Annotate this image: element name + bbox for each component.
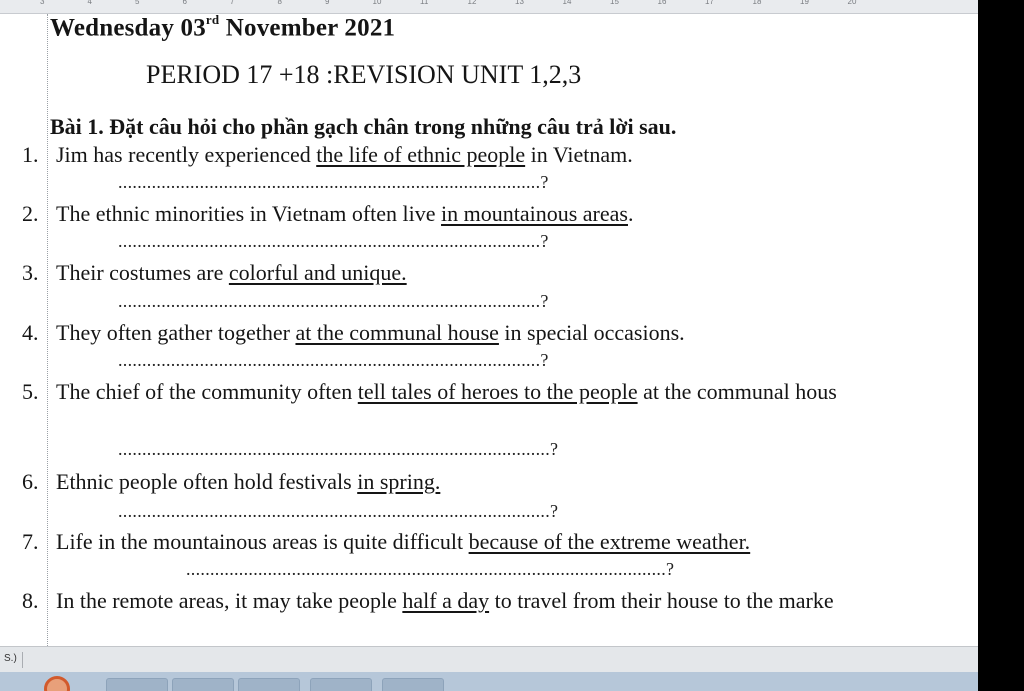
question-item xyxy=(22,260,978,286)
item-text-before: The ethnic minorities in Vietnam often live xyxy=(56,201,442,226)
answer-line[interactable]: ........................................................................................? xyxy=(118,231,549,251)
date-heading xyxy=(50,14,395,42)
ruler-number: 12 xyxy=(467,0,477,6)
item-text-after: in special occasions. xyxy=(498,320,685,345)
ruler-number: 10 xyxy=(372,0,382,6)
ruler-number: 16 xyxy=(657,0,667,6)
question-item xyxy=(22,469,978,495)
item-text-after: in Vietnam. xyxy=(525,142,633,167)
ruler-number: 8 xyxy=(277,0,282,6)
period-title: PERIOD 17 +18 :REVISION UNIT 1,2,3 xyxy=(146,60,582,89)
answer-line[interactable]: ..........................................................................................? xyxy=(118,439,559,459)
ruler-number: 17 xyxy=(705,0,714,6)
item-underlined: the life of ethnic people xyxy=(316,142,526,167)
taskbar-app-button[interactable] xyxy=(238,678,300,691)
answer-line[interactable]: ........................................................................................? xyxy=(118,350,549,370)
taskbar-app-button[interactable] xyxy=(172,678,234,691)
date-prefix: Wednesday 03 xyxy=(50,14,206,42)
word-app-button[interactable] xyxy=(310,678,372,691)
item-text-before: Their costumes are xyxy=(56,260,229,285)
ruler-number: 15 xyxy=(610,0,619,6)
date-superscript: rd xyxy=(205,14,220,27)
taskbar-app-button[interactable] xyxy=(106,678,168,691)
item-underlined: tell tales of heroes to the people xyxy=(357,379,638,404)
question-item xyxy=(22,320,978,346)
item-number: 4. xyxy=(22,320,39,345)
item-underlined: in spring. xyxy=(357,469,441,494)
ruler-number: 7 xyxy=(230,0,235,6)
answer-line[interactable]: ..........................................................................................? xyxy=(118,501,559,521)
item-underlined: at the communal house xyxy=(295,320,499,345)
item-text-after: . xyxy=(627,201,634,226)
answer-line[interactable]: ........................................................................................? xyxy=(118,291,549,311)
item-text-before: In the remote areas, it may take people xyxy=(56,588,403,613)
item-underlined: half a day xyxy=(402,588,490,613)
ruler-number: 19 xyxy=(800,0,809,6)
date-suffix: November 2021 xyxy=(219,14,396,42)
item-number: 7. xyxy=(22,529,39,554)
ruler-number: 18 xyxy=(752,0,762,6)
item-number: 2. xyxy=(22,201,39,226)
question-item xyxy=(22,142,978,168)
document-page[interactable] xyxy=(0,14,978,646)
ruler-number: 20 xyxy=(847,0,857,6)
item-text-before: Jim has recently experienced xyxy=(56,142,317,167)
item-number: 1. xyxy=(22,142,39,167)
item-underlined: colorful and unique. xyxy=(228,260,407,285)
item-underlined: because of the extreme weather. xyxy=(468,529,751,554)
question-item xyxy=(22,201,978,227)
ruler-number: 3 xyxy=(40,0,45,6)
ruler-number: 6 xyxy=(182,0,187,6)
ruler-number: 13 xyxy=(515,0,524,6)
item-text-before: Life in the mountainous areas is quite difficult xyxy=(56,529,469,554)
status-text: S.) xyxy=(4,653,17,664)
item-text-before: Ethnic people often hold festivals xyxy=(56,469,358,494)
item-number: 6. xyxy=(22,469,39,494)
item-text-after: at the communal hous xyxy=(637,379,837,404)
ruler-number: 9 xyxy=(325,0,330,6)
question-item xyxy=(22,529,978,555)
ruler-number: 5 xyxy=(135,0,140,6)
item-number: 8. xyxy=(22,588,39,613)
answer-line[interactable]: ........................................................................................? xyxy=(118,172,549,192)
question-item xyxy=(22,588,978,614)
status-divider xyxy=(22,652,23,668)
screen-edge-bar xyxy=(978,0,1024,691)
question-item xyxy=(22,379,978,405)
item-text-after: to travel from their house to the marke xyxy=(489,588,834,613)
ruler-number: 4 xyxy=(87,0,92,6)
ruler-number: 11 xyxy=(420,0,429,6)
answer-line[interactable]: ....................................................................................................? xyxy=(186,559,675,579)
item-text-before: The chief of the community often xyxy=(56,379,358,404)
horizontal-ruler[interactable] xyxy=(0,0,978,14)
status-bar xyxy=(0,646,978,672)
item-underlined: in mountainous areas xyxy=(441,201,628,226)
browser-app-icon[interactable] xyxy=(44,676,70,691)
taskbar xyxy=(0,672,978,691)
exercise-title: Bài 1. Đặt câu hỏi cho phần gạch chân trong những câu trả lời sau. xyxy=(50,114,677,139)
ruler-number: 14 xyxy=(562,0,572,6)
item-number: 3. xyxy=(22,260,39,285)
item-number: 5. xyxy=(22,379,39,404)
taskbar-app-button[interactable] xyxy=(382,678,444,691)
item-text-before: They often gather together xyxy=(56,320,296,345)
